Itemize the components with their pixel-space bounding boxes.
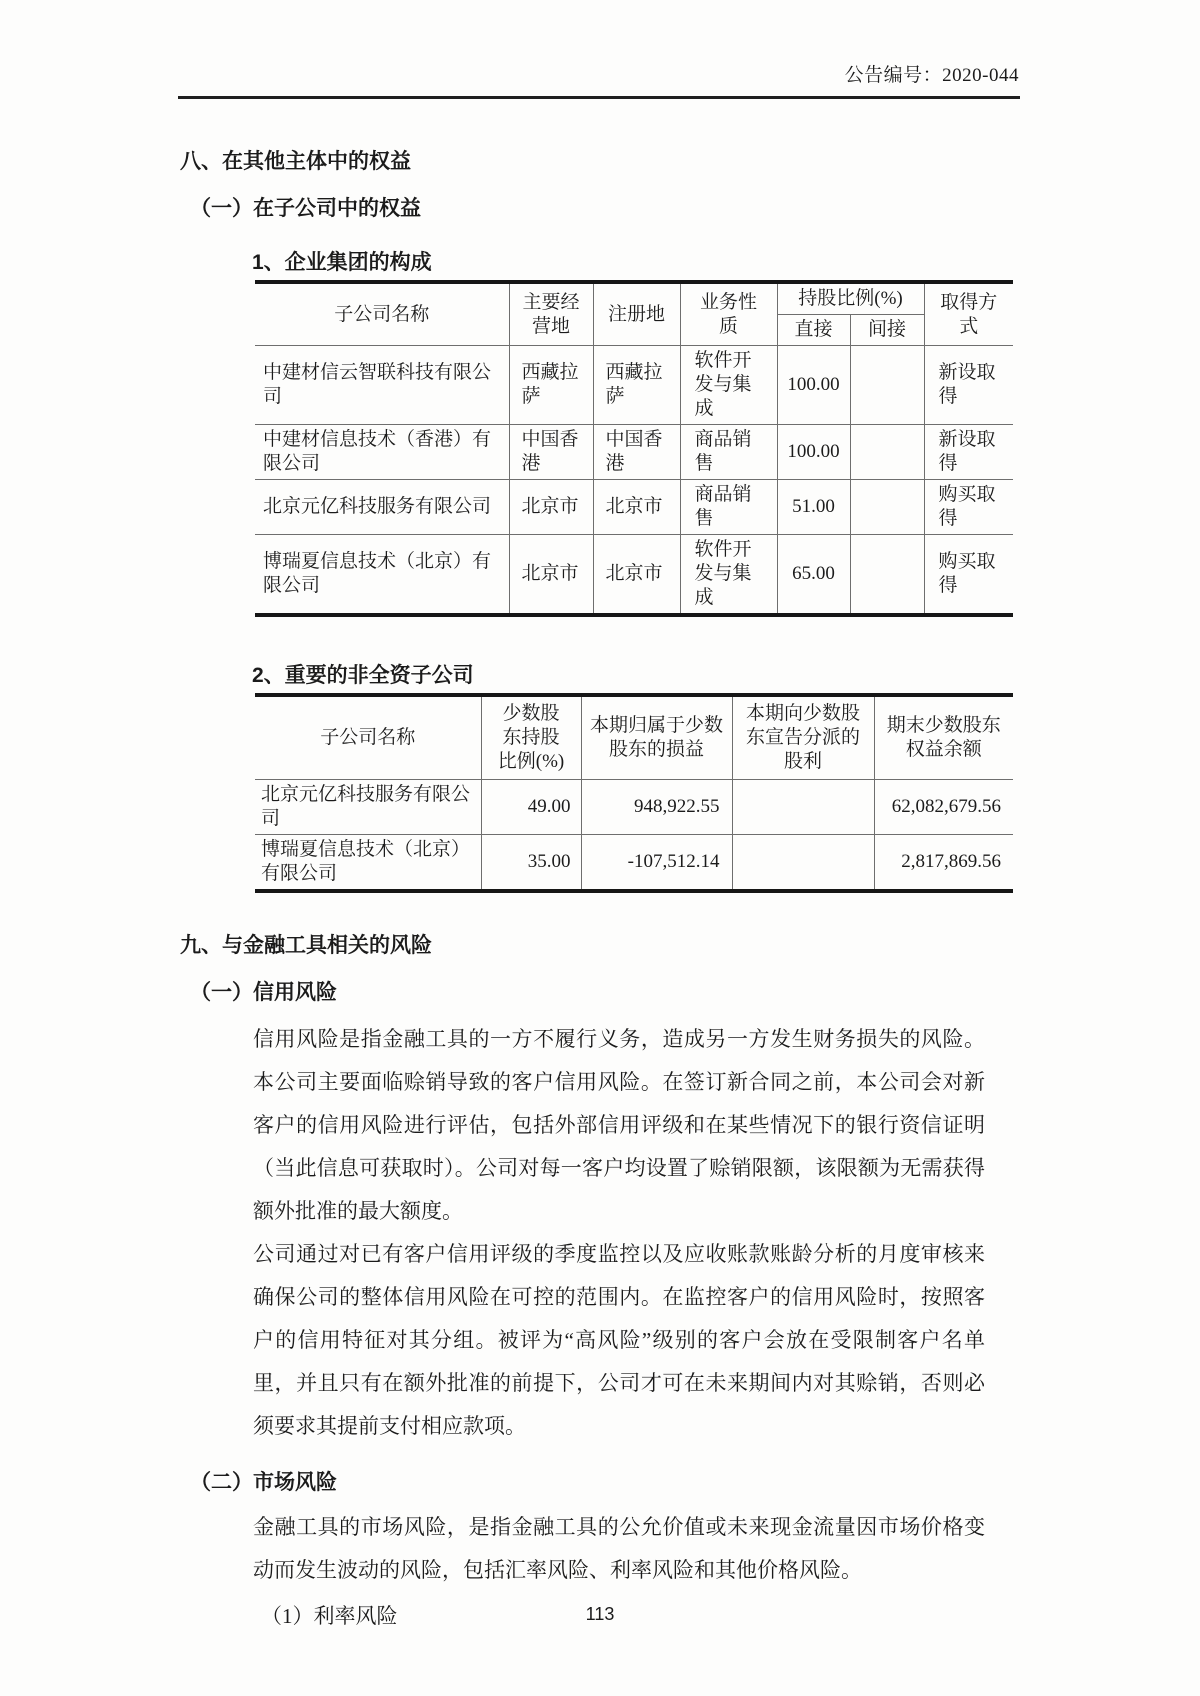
cell-minority-equity: 2,817,869.56 <box>874 835 1013 892</box>
credit-risk-paragraph-2: 公司通过对已有客户信用评级的季度监控以及应收账款账龄分析的月度审核来确保公司的整体信用风险在可控的范围内。在监控客户的信用风险时，按照客户的信用特征对其分组。被评为“高风险”级别的客户会放在受限制客户名单里，并且只有在额外批准的前提下，公司才可在未来期间内对其赊销，否则必须要求其提前支付相应款项。 <box>253 1242 985 1438</box>
table-header-row <box>255 282 1013 315</box>
market-risk-heading: （二）市场风险 <box>190 1471 337 1494</box>
cell-subsidiary-name: 博瑞夏信息技术（北京）有限公司 <box>255 835 481 892</box>
table-1-title: 1、企业集团的构成 <box>252 251 432 274</box>
header-rule <box>178 96 1020 99</box>
col-shareholding-ratio: 持股比例(%) <box>777 282 924 315</box>
col-main-place: 主要经营地 <box>509 282 593 346</box>
subsidiaries-table <box>255 280 1013 617</box>
table-row <box>255 835 1013 892</box>
cell-minority-pl: -107,512.14 <box>581 835 732 892</box>
cell-indirect-ratio <box>850 346 924 425</box>
cell-main-place: 北京市 <box>509 480 593 535</box>
col-minority-equity: 期末少数股东权益余额 <box>874 695 1013 780</box>
cell-subsidiary-name: 北京元亿科技服务有限公司 <box>255 780 481 835</box>
cell-direct-ratio: 100.00 <box>777 346 850 425</box>
cell-registered-place: 北京市 <box>593 480 680 535</box>
cell-subsidiary-name: 北京元亿科技服务有限公司 <box>255 480 509 535</box>
minority-interest-table <box>255 693 1013 893</box>
cell-business-nature: 商品销售 <box>680 425 777 480</box>
cell-dividend-declared <box>732 835 874 892</box>
cell-minority-pl: 948,922.55 <box>581 780 732 835</box>
cell-minority-equity: 62,082,679.56 <box>874 780 1013 835</box>
cell-indirect-ratio <box>850 425 924 480</box>
cell-subsidiary-name: 中建材信云智联科技有限公司 <box>255 346 509 425</box>
cell-direct-ratio: 100.00 <box>777 425 850 480</box>
credit-risk-heading: （一）信用风险 <box>190 981 337 1004</box>
table-row <box>255 480 1013 535</box>
table-header-row <box>255 695 1013 780</box>
cell-minority-ratio: 35.00 <box>481 835 581 892</box>
notice-number: 公告编号：2020-044 <box>844 65 1019 86</box>
cell-business-nature: 软件开发与集成 <box>680 346 777 425</box>
cell-main-place: 北京市 <box>509 535 593 616</box>
market-risk-paragraph: 金融工具的市场风险，是指金融工具的公允价值或未来现金流量因市场价格变动而发生波动的风险，包括汇率风险、利率风险和其他价格风险。 <box>253 1515 985 1582</box>
cell-main-place: 中国香港 <box>509 425 593 480</box>
cell-indirect-ratio <box>850 480 924 535</box>
col-business-nature: 业务性质 <box>680 282 777 346</box>
cell-direct-ratio: 51.00 <box>777 480 850 535</box>
col-subsidiary-name: 子公司名称 <box>255 695 481 780</box>
cell-registered-place: 北京市 <box>593 535 680 616</box>
section-ix-heading: 九、与金融工具相关的风险 <box>180 934 432 957</box>
col-indirect: 间接 <box>850 315 924 346</box>
cell-main-place: 西藏拉萨 <box>509 346 593 425</box>
cell-acquire-method: 购买取得 <box>924 535 1013 616</box>
table-row <box>255 425 1013 480</box>
cell-dividend-declared <box>732 780 874 835</box>
subsection-viii-1-heading: （一）在子公司中的权益 <box>190 197 421 220</box>
interest-rate-risk-heading: （1）利率风险 <box>261 1604 398 1628</box>
cell-acquire-method: 新设取得 <box>924 346 1013 425</box>
table-row <box>255 346 1013 425</box>
credit-risk-paragraph-1: 信用风险是指金融工具的一方不履行义务，造成另一方发生财务损失的风险。本公司主要面临赊销导致的客户信用风险。在签订新合同之前，本公司会对新客户的信用风险进行评估，包括外部信用评级和在某些情况下的银行资信证明（当此信息可获取时）。公司对每一客户均设置了赊销限额，该限额为无需获得额外批准的最大额度。 <box>253 1027 985 1223</box>
page-number: 113 <box>585 1604 615 1624</box>
table-row <box>255 780 1013 835</box>
col-subsidiary-name: 子公司名称 <box>255 282 509 346</box>
cell-business-nature: 商品销售 <box>680 480 777 535</box>
cell-subsidiary-name: 中建材信息技术（香港）有限公司 <box>255 425 509 480</box>
table-row <box>255 535 1013 616</box>
cell-business-nature: 软件开发与集成 <box>680 535 777 616</box>
col-minority-ratio: 少数股东持股比例(%) <box>481 695 581 780</box>
table-2-title: 2、重要的非全资子公司 <box>252 664 474 687</box>
cell-minority-ratio: 49.00 <box>481 780 581 835</box>
col-minority-pl: 本期归属于少数股东的损益 <box>581 695 732 780</box>
col-dividend-declared: 本期向少数股东宣告分派的股利 <box>732 695 874 780</box>
col-registered-place: 注册地 <box>593 282 680 346</box>
col-acquire-method: 取得方式 <box>924 282 1013 346</box>
cell-indirect-ratio <box>850 535 924 616</box>
cell-registered-place: 中国香港 <box>593 425 680 480</box>
cell-registered-place: 西藏拉萨 <box>593 346 680 425</box>
cell-subsidiary-name: 博瑞夏信息技术（北京）有限公司 <box>255 535 509 616</box>
cell-acquire-method: 购买取得 <box>924 480 1013 535</box>
cell-acquire-method: 新设取得 <box>924 425 1013 480</box>
cell-direct-ratio: 65.00 <box>777 535 850 616</box>
section-viii-heading: 八、在其他主体中的权益 <box>180 150 411 173</box>
col-direct: 直接 <box>777 315 850 346</box>
